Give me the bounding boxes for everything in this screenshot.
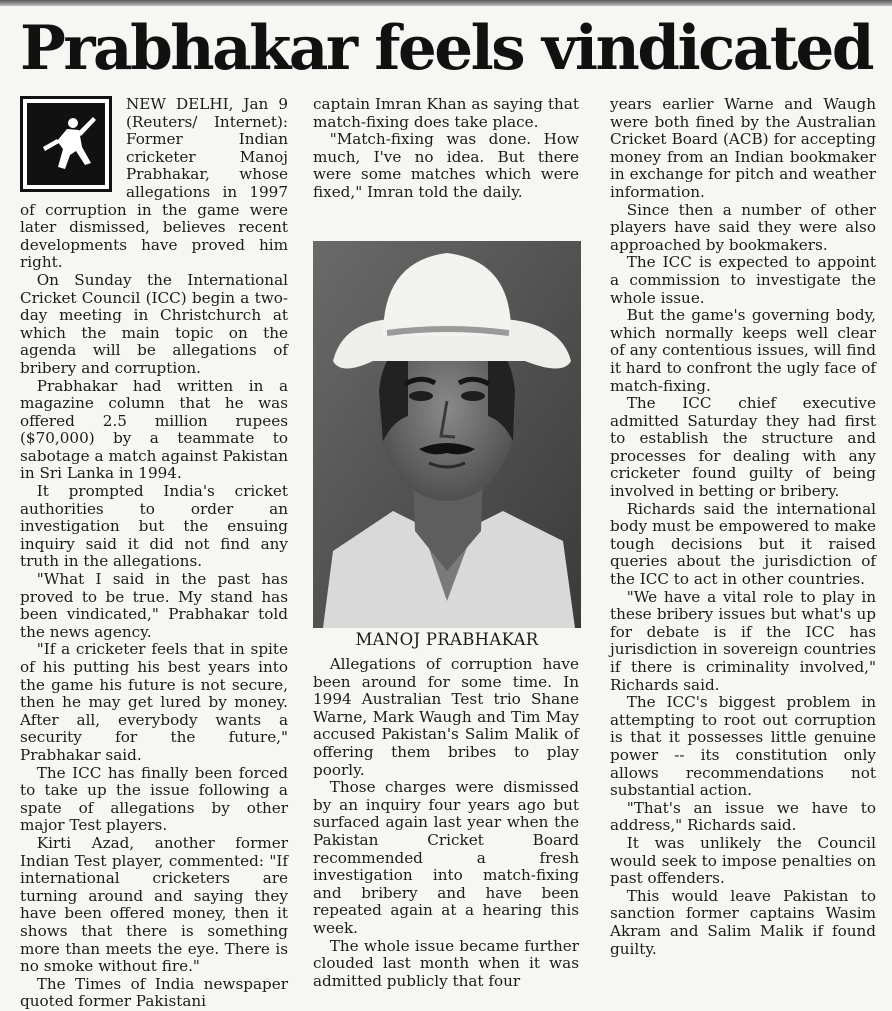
paragraph: Allegations of corruption have been around for some time. In 1994 Australian Test trio Shane Warne, Mark Waugh and Tim May accused Pakistan's Salim Malik of offering them bribes to play poorly.: [313, 655, 579, 779]
paragraph: Prabhakar had written in a magazine column that he was offered 2.5 million rupees ($70,000) by a teammate to sabotage a match against Pakistan in Sri Lanka in 1994.: [20, 376, 288, 483]
paragraph: "If a cricketer feels that in spite of his putting his best years into the game his future is not secure, then he may get lured by money. After all, everybody wants a security for the future," Prabhakar said.: [20, 640, 288, 764]
paragraph: It was unlikely the Council would seek to impose penalties on past offenders.: [610, 833, 876, 888]
paragraph: Kirti Azad, another former Indian Test player, commented: "If international cricketers are turning around and saying they have been offered money, then it shows that there is something more than meets the eye. There is no smoke without fire.": [20, 833, 288, 976]
photo-caption: MANOJ PRABHAKAR: [355, 630, 539, 649]
paragraph: "What I said in the past has proved to be true. My stand has been vindicated," Prabhakar told the news agency.: [20, 570, 288, 641]
article-column-3: [610, 96, 876, 986]
paragraph: years earlier Warne and Waugh were both fined by the Australian Cricket Board (ACB) for accepting money from an Indian bookmaker in exchange for pitch and weather information.: [610, 95, 876, 201]
paragraph: Richards said the international body must be empowered to make tough decisions but it raised queries about the jurisdiction of the ICC to act in other countries.: [610, 499, 876, 589]
paragraph: Since then a number of other players have said they were also approached by bookmakers.: [610, 200, 876, 254]
paragraph: The ICC chief executive admitted Saturday they had first to establish the structure and processes for dealing with any cricketer found guilty of being involved in betting or bribery.: [610, 394, 876, 501]
paragraph: "That's an issue we have to address," Richards said.: [610, 798, 876, 835]
portrait-photo: [313, 241, 581, 628]
paragraph: Those charges were dismissed by an inquiry four years ago but surfaced again last year when the Pakistan Cricket Board recommended a fresh investigation into match-fixing and bribery and have been repeated again at a hearing this week.: [313, 778, 579, 937]
paragraph: "We have a vital role to play in these bribery issues but what's up for debate is if the ICC has jurisdiction in sovereign countries if there is criminality involved," Richards said.: [610, 587, 876, 694]
article-column-2-top: [313, 96, 579, 241]
paragraph: The Times of India newspaper quoted former Pakistani: [20, 974, 288, 1011]
paragraph: The ICC's biggest problem in attempting to root out corruption is that it possesses little genuine power -- its constitution only allows recommendations not substantial action.: [610, 693, 876, 800]
paragraph: On Sunday the International Cricket Council (ICC) begin a two-day meeting in Christchurch at which the main topic on the agenda will be allegations of bribery and corruption.: [20, 270, 288, 377]
paragraph: The ICC has finally been forced to take up the issue following a spate of allegations by other major Test players.: [20, 763, 288, 835]
paragraph: "Match-fixing was done. How much, I've no idea. But there were some matches which were fixed," Imran told the daily.: [313, 130, 579, 201]
article-column-2-bottom: [313, 655, 579, 990]
paragraph: But the game's governing body, which normally keeps well clear of any contentious issues, will find it hard to confront the ugly face of match-fixing.: [610, 306, 876, 395]
paragraph: The ICC is expected to appoint a commission to investigate the whole issue.: [610, 253, 876, 307]
article-column-1: [20, 95, 288, 1011]
paragraph: NEW DELHI, Jan 9 (Reuters/ Internet): Former Indian cricketer Manoj Prabhakar, whose allegations in 1997 of corruption in the game were later dismissed, believes recent developments have proved him right.: [20, 95, 288, 272]
paragraph: captain Imran Khan as saying that match-fixing does take place.: [313, 95, 579, 131]
cricket-batsman-logo-icon: [20, 96, 112, 192]
paragraph: It prompted India's cricket authorities to order an investigation but the ensuing inquiry said it did not find any truth in the allegations.: [20, 482, 288, 571]
headline: Prabhakar feels vindicated: [20, 13, 872, 84]
paragraph: This would leave Pakistan to sanction former captains Wasim Akram and Salim Malik if found guilty.: [610, 886, 876, 958]
paragraph: The whole issue became further clouded last month when it was admitted publicly that four: [313, 936, 579, 990]
